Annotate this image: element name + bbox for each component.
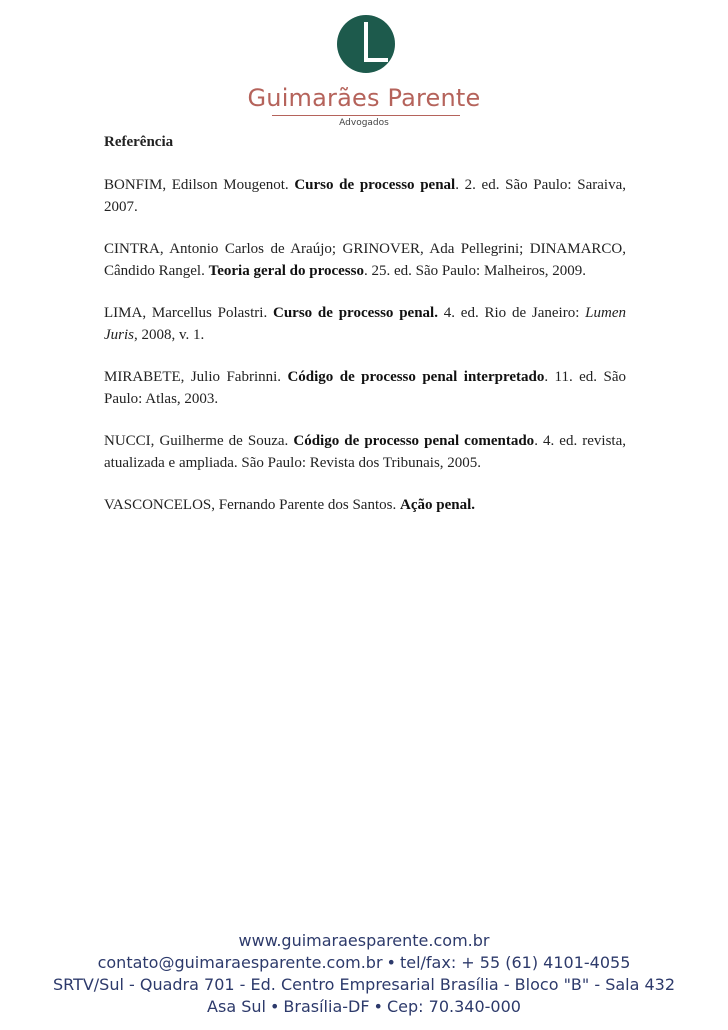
references-section [104,131,626,536]
footer-city-b: Brasília-DF [283,997,370,1016]
reference-details: . 2. ed. São Paulo: Saraiva, 2007. [104,177,626,215]
reference-publisher-italic: Lumen Juris [104,305,626,343]
reference-author: BONFIM, Edilson Mougenot. [104,177,295,193]
footer-cep: Cep: 70.340-000 [386,997,521,1016]
reference-title: Curso de processo penal. [272,305,438,321]
reference-entry [104,238,626,282]
firm-name: Guimarães Parente [247,84,481,112]
reference-title: Curso de processo penal [294,177,456,193]
reference-author: MIRABETE, Julio Fabrinni. [104,369,288,385]
footer-email: contato@guimaraesparente.com.br [97,953,383,972]
footer-phone: tel/fax: + 55 (61) 4101-4055 [399,953,631,972]
firm-name-underline [272,115,460,116]
reference-author: VASCONCELOS, Fernando Parente dos Santos. [104,497,400,513]
reference-title: Código de processo penal comentado [293,433,535,449]
reference-details: . 11. ed. São Paulo: Atlas, 2003. [104,369,626,407]
reference-details: 4. ed. Rio de Janeiro: [437,305,586,321]
bullet-separator: • [386,953,396,972]
footer-address: SRTV/Sul - Quadra 701 - Ed. Centro Empresarial Brasília - Bloco "B" - Sala 432 [52,975,676,994]
reference-title: Código de processo penal interpretado [287,369,545,385]
footer-city-a: Asa Sul [207,997,266,1016]
firm-subtitle: Advogados [339,118,389,128]
reference-title: Ação penal. [399,497,475,513]
footer-website: www.guimaraesparente.com.br [238,931,490,950]
reference-entry [104,430,626,474]
firm-logo-mark-icon [336,14,396,74]
reference-author: NUCCI, Guilherme de Souza. [104,433,294,449]
reference-details: . 4. ed. revista, atualizada e ampliada. São Paulo: Revista dos Tribunais, 2005. [104,433,627,471]
reference-author: CINTRA, Antonio Carlos de Araújo; GRINOVER, Ada Pellegrini; DINAMARCO, Cândido Rangel. [104,241,626,279]
reference-details: . 25. ed. São Paulo: Malheiros, 2009. [363,263,587,279]
reference-entry [104,302,626,346]
reference-details-tail: , 2008, v. 1. [134,327,205,343]
reference-author: LIMA, Marcellus Polastri. [104,305,273,321]
reference-entry [104,494,626,516]
reference-entry [104,174,626,218]
page-footer [0,930,728,1018]
bullet-separator: • [373,997,383,1016]
references-heading: Referência [104,134,174,150]
bullet-separator: • [269,997,280,1016]
reference-title: Teoria geral do processo [208,263,364,279]
reference-entry [104,366,626,410]
